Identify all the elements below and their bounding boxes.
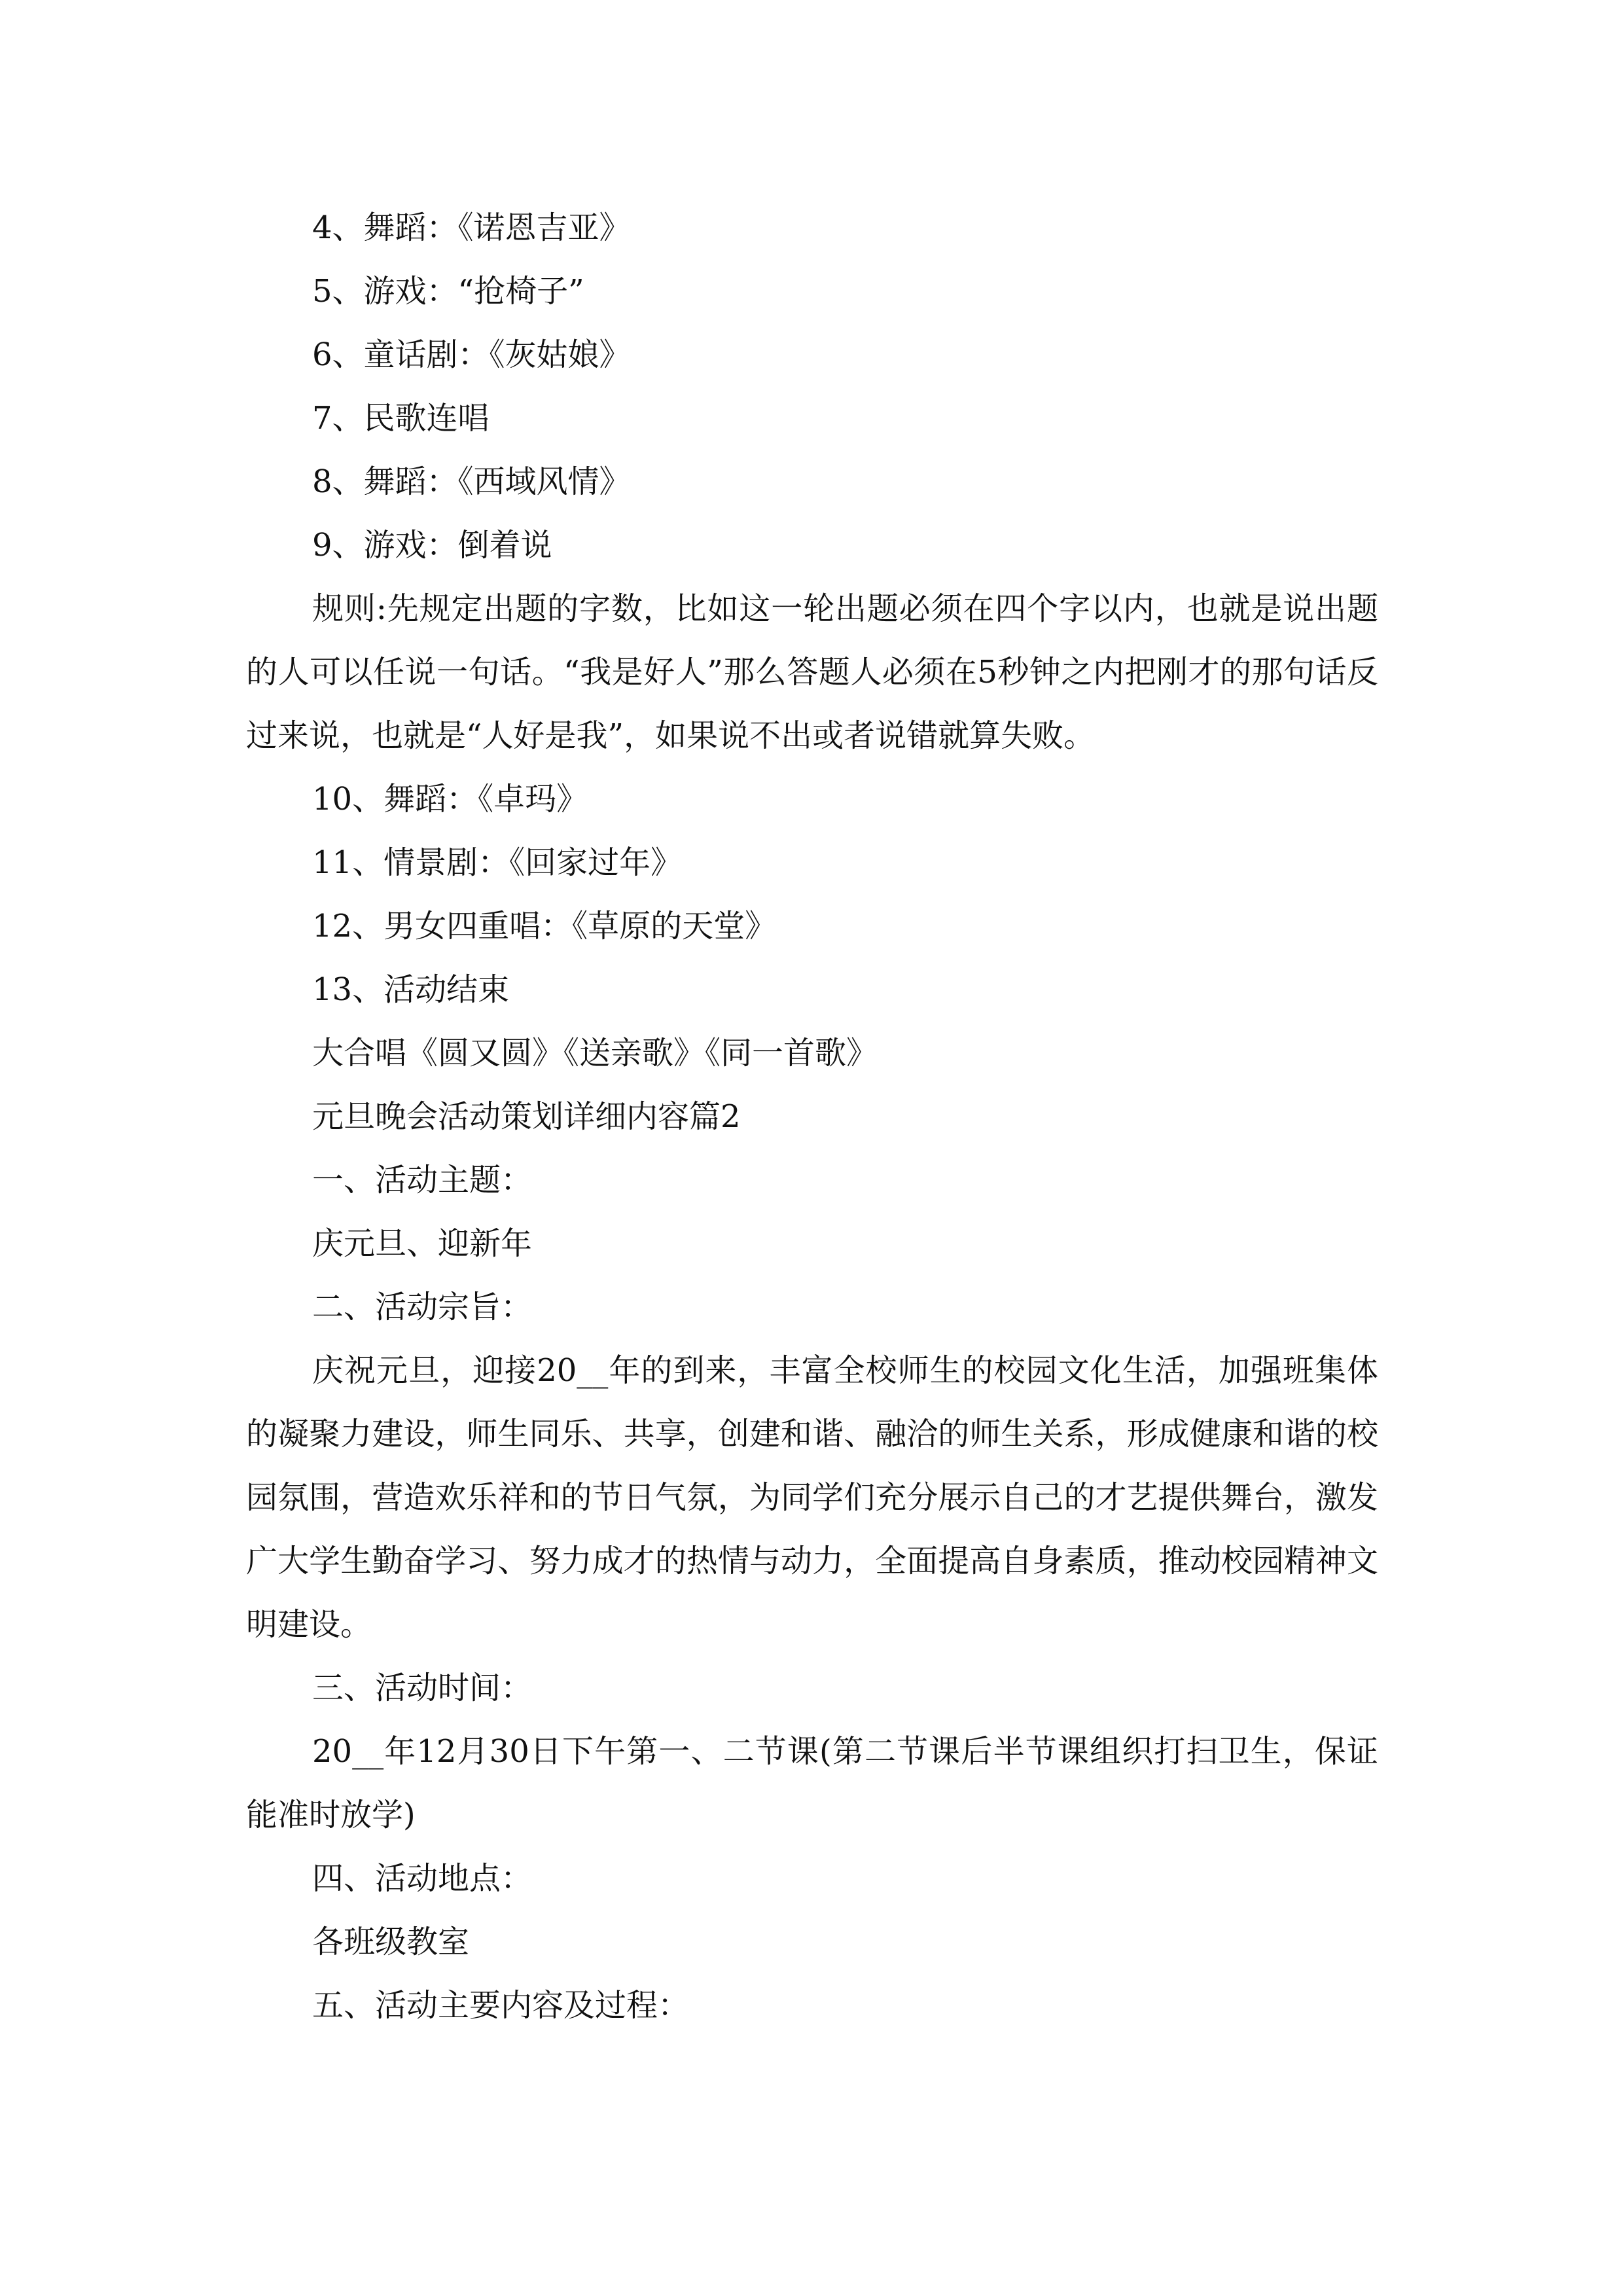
document-page: [246, 196, 1378, 2037]
program-item-4: 4、舞蹈：《诺恩吉亚》: [312, 209, 631, 246]
program-item-13: 13、活动结束: [312, 971, 510, 1008]
program-item-11: 11、情景剧：《回家过年》: [312, 844, 683, 881]
place-heading: 四、活动地点：: [312, 1860, 533, 1897]
program-item-12: 12、男女四重唱：《草原的天堂》: [312, 908, 777, 944]
place-text: 各班级教室: [312, 1924, 470, 1960]
time-paragraph: 20__年12月30日下午第一、二节课(第二节课后半节课组织打扫卫生，保证能准时放学): [246, 1733, 1378, 1833]
article-2-title: 元旦晚会活动策划详细内容篇2: [312, 1098, 741, 1135]
program-item-9: 9、游戏：倒着说: [312, 527, 552, 564]
program-item-8: 8、舞蹈：《西域风情》: [312, 463, 631, 500]
time-heading: 三、活动时间：: [312, 1670, 533, 1706]
program-item-6: 6、童话剧：《灰姑娘》: [312, 336, 631, 373]
purpose-paragraph: 庆祝元旦，迎接20__年的到来，丰富全校师生的校园文化生活，加强班集体的凝聚力建设，师生同乐、共享，创建和谐、融洽的师生关系，形成健康和谐的校园氛围，营造欢乐祥和的节日气氛，为同学们充分展示自己的才艺提供舞台，激发广大学生勤奋学习、努力成才的热情与动力，全面提高自身素质，推动校园精神文明建设。: [246, 1352, 1378, 1643]
theme-heading: 一、活动主题：: [312, 1162, 533, 1198]
theme-text: 庆元旦、迎新年: [312, 1225, 533, 1262]
purpose-heading: 二、活动宗旨：: [312, 1289, 533, 1325]
program-item-5: 5、游戏：“抢椅子”: [312, 273, 584, 310]
program-item-10: 10、舞蹈：《卓玛》: [312, 781, 588, 817]
finale-chorus: 大合唱《圆又圆》《送亲歌》《同一首歌》: [312, 1035, 878, 1071]
game-rules-paragraph: 规则:先规定出题的字数，比如这一轮出题必须在四个字以内，也就是说出题的人可以任说一句话。“我是好人”那么答题人必须在5秒钟之内把刚才的那句话反过来说，也就是“人好是我”，如果说不出或者说错就算失败。: [246, 590, 1378, 754]
program-item-7: 7、民歌连唱: [312, 400, 490, 437]
content-heading: 五、活动主要内容及过程：: [312, 1987, 690, 2024]
